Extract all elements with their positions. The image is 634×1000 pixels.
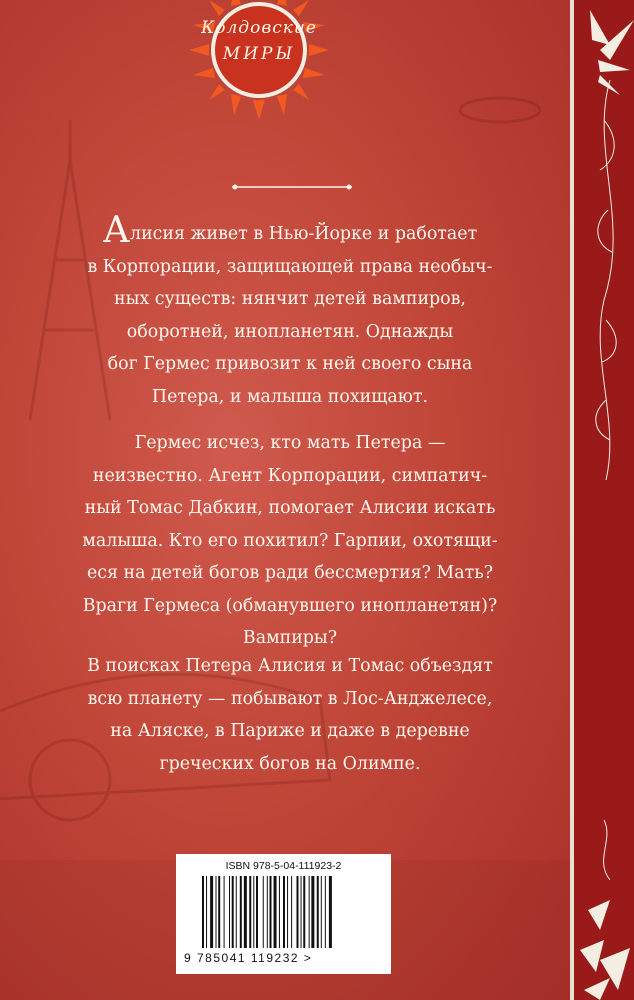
blurb-line: Вампиры?	[242, 628, 338, 648]
barcode-bar	[321, 876, 322, 948]
barcode-bar	[256, 876, 258, 948]
blurb-line: греческих богов на Олимпе.	[159, 753, 421, 774]
barcode-bar	[267, 876, 268, 948]
blurb-line: оборотней, инопланетян. Однажды	[126, 321, 454, 342]
blurb-line: малыша. Кто его похитил? Гарпии, охотящи-	[82, 530, 498, 551]
blurb-paragraph-1	[60, 210, 520, 413]
barcode-bar	[274, 876, 277, 948]
blurb-paragraph-2	[60, 427, 520, 655]
blurb-line: Гермес исчез, кто мать Петера —	[134, 433, 446, 453]
barcode-bar	[283, 876, 285, 948]
barcode-bar	[291, 876, 292, 948]
blurb-line: неизвестно. Агент Корпорации, симпатич-	[92, 465, 488, 486]
series-title-line2: МИРЫ	[222, 44, 296, 64]
barcode-bar	[311, 876, 314, 948]
spine-ornament	[570, 0, 634, 1000]
blurb-line: на Аляске, в Париже и даже в деревне	[110, 721, 470, 741]
barcode-bar	[287, 876, 288, 948]
barcode-bar	[236, 876, 237, 948]
barcode-bar	[301, 876, 302, 948]
blurb-line: в Корпорации, защищающей права необыч-	[87, 256, 493, 277]
barcode-bar	[224, 876, 225, 948]
isbn-barcode	[176, 854, 391, 974]
barcode-bar	[216, 876, 217, 948]
spine	[570, 0, 634, 1000]
barcode-bar	[317, 876, 319, 948]
barcode-bar	[232, 876, 234, 948]
barcode-bar	[329, 876, 332, 948]
barcode-bar	[249, 876, 251, 948]
barcode-bar	[244, 876, 247, 948]
barcode-bar	[206, 876, 207, 948]
barcode-bar	[210, 876, 213, 948]
blurb-line: еся на детей богов ради бессмертия? Мать?	[86, 563, 494, 583]
isbn-label: ISBN 978-5-04-111923-2	[225, 860, 342, 872]
barcode-bar	[240, 876, 242, 948]
blurb-line: бог Гермес привозит к ней своего сына	[107, 354, 473, 374]
barcode-bar	[270, 876, 272, 948]
blurb-line: ный Томас Дабкин, помогает Алисии искать	[84, 498, 496, 518]
drop-cap: А	[102, 210, 131, 251]
blurb-line: В поисках Петера Алисия и Томас объездят	[87, 656, 493, 676]
barcode-bar	[303, 876, 305, 948]
barcode-bar	[309, 876, 310, 948]
barcode-bar	[202, 876, 204, 948]
barcode-bar	[279, 876, 280, 948]
barcode-bar	[229, 876, 230, 948]
barcode-bars	[202, 876, 372, 948]
barcode-digits: 9 785041 119232 >	[184, 951, 313, 965]
blurb-line: Алисия живет в Нью-Йорке и работает	[102, 210, 478, 251]
barcode-bar	[325, 876, 326, 948]
blurb-line: ных существ: нянчит детей вампиров,	[114, 289, 466, 309]
blurb-line: всю планету — побывают в Лос-Анджелесе,	[87, 688, 493, 709]
blurb-paragraph-3	[60, 650, 520, 780]
blurb-line: Петера, и малыша похищают.	[151, 386, 429, 407]
barcode-bar	[218, 876, 220, 948]
ornament-divider	[232, 184, 352, 190]
series-title-line1: Колдовские	[201, 18, 317, 38]
blurb-line: Враги Гермеса (обманувшего инопланетян)?	[82, 595, 498, 616]
barcode-bar	[297, 876, 299, 948]
barcode-bar	[263, 876, 264, 948]
barcode-bar	[253, 876, 254, 948]
